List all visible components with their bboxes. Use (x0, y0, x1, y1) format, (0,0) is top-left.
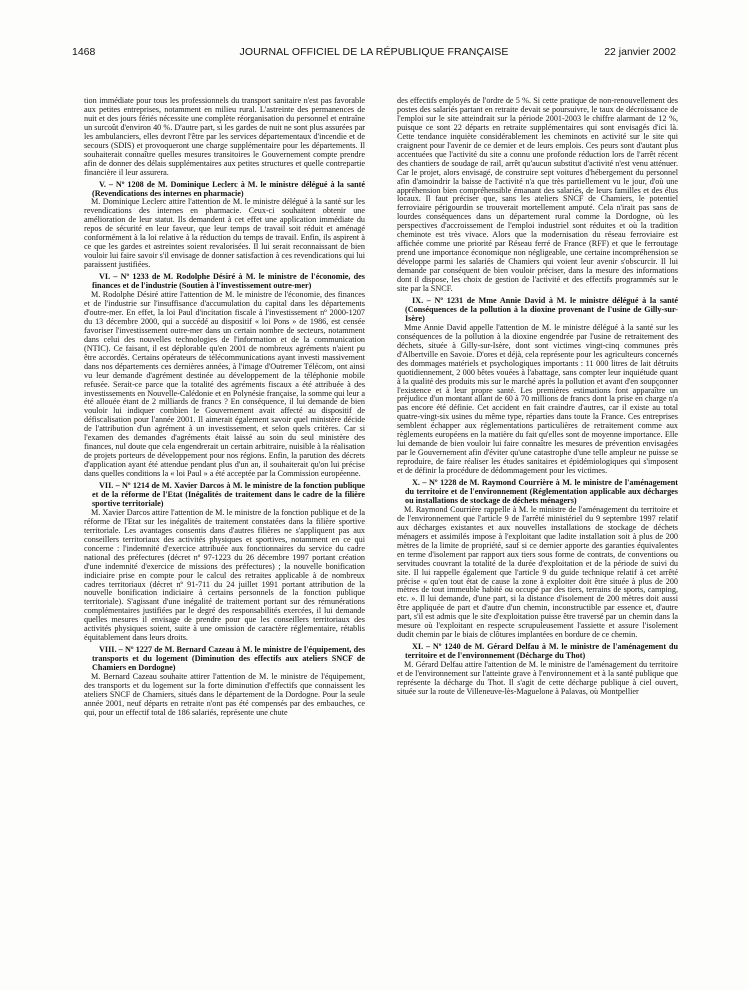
question-heading: VIII. – Nº 1227 de M. Bernard Cazeau à M. le ministre de l'équipement, des transports et du logement (Diminution des effectifs aux ateliers SNCF de Chamiers en Dordogne) (92, 645, 365, 673)
question-body: M. Gérard Delfau attire l'attention de M. le ministre de l'aménagement du territoire et de l'environnement sur l'atteinte grave à l'environnement et à la santé publique que représente la décharge du Thot. Il s'agit de cette décharge publique à ciel ouvert, située sur la route de Villeneuve-lès-Maguelone à Palavas, où Montpellier (397, 660, 678, 696)
question-1240 (397, 643, 678, 697)
question-body: M. Bernard Cazeau souhaite attirer l'attention de M. le ministre de l'équipement, des transports et du logement sur la forte diminution d'effectifs que connaissent les ateliers SNCF de Chamiers, situés dans le département de la Dordogne. Pour la seule année 2001, neuf départs en retraite n'ont pas été compensés par des embauches, ce qui, pour un effectif total de 186 salariés, représente une chute (84, 672, 365, 717)
question-1231 (397, 297, 678, 476)
question-1208 (84, 181, 365, 271)
question-1233 (84, 273, 365, 479)
question-body: M. Raymond Courrière rappelle à M. le ministre de l'aménagement du territoire et de l'environnement que l'article 9 de l'arrêté ministériel du 9 septembre 1997 relatif aux décharges existantes et aux nouvelles installations de stockage de déchets ménagers et assimilés impose à l'exploitant que ladite installation soit à plus de 200 mètres de la limite de propriété, sauf si ce dernier apporte des garanties équivalentes en terme d'isolement par rapport aux tiers sous forme de contrats, de conventions ou servitudes couvrant la totalité de la durée d'exploitation et de la période de suivi du site. Il lui rappelle également que l'article 9 du guide technique relatif à cet arrêté précise « qu'en tout état de cause la zone à exploiter doit être située à plus de 200 mètres de tout immeuble habité ou occupé par des tiers, terrains de sports, camping, etc. ». Il lui demande, d'une part, si la distance d'isolement de 200 mètres doit aussi être appliquée de part et d'autre d'un chemin, inconstructible par essence et, d'autre part, s'il est admis que le site d'exploitation puisse être traversé par un chemin dans la mesure où l'exploitant en respecte scrupuleusement l'assiette et assure l'isolement dudit chemin par le biais de clôtures implantées en bordure de ce chemin. (397, 504, 678, 640)
question-heading: X. – Nº 1228 de M. Raymond Courrière à M. le ministre de l'aménagement du territoire et de l'environnement (Réglementation applicable aux décharges ou installations de stockage de déchets ménagers) (405, 478, 678, 505)
question-body: M. Rodolphe Désiré attire l'attention de M. le ministre de l'économie, des finances et de l'industrie sur l'insuffisance d'accumulation du capital dans les départements d'outre-mer. En effet, la loi Paul d'incitation fiscale à l'investissement nº 2000-1207 du 13 décembre 2000, qui a succédé au dispositif « loi Pons » de 1986, est censée favoriser l'investissement outre-mer dans un certain nombre de secteurs, notamment dans celui des nouvelles technologies de l'information et de la communication (NTIC). Ce faisant, il est déplorable qu'en 2001 de nombreux agréments n'aient pu être accordés. Certains opérateurs de télécommunications ayant investi massivement dans nos départements ces dernières années, à l'image d'Outremer Télécom, ont ainsi vu leur demande d'agrément destinée au développement de la téléphonie mobile refusée. Serait-ce parce que la totalité des agréments fiscaux a été attribuée à des investissements en Nouvelle-Calédonie et en Polynésie française, la somme qui leur a été allouée étant de 2 milliards de francs ? En conséquence, il lui demande de bien vouloir lui indiquer combien le Gouvernement avait affecté au dispositif de défiscalisation pour l'année 2001. Il aimerait également savoir quel ministère décide de l'attribution d'un agrément à un investissement, et selon quels critères. Car si l'examen des demandes d'agréments était laissé au soin du seul ministère des finances, nul doute que cela engendrerait un certain arbitraire, nuisible à la réalisation de projets porteurs de développement pour nos régions. Enfin, la parution des décrets d'application ayant été attendue pendant plus d'un an, il souhaiterait qu'on lui précise dans quelles conditions la « loi Paul » a été acceptée par la Commission européenne. (84, 290, 365, 479)
question-heading: VII. – Nº 1214 de M. Xavier Darcos à M. le ministre de la fonction publique et de la réforme de l'Etat (Inégalités de traitement dans le cadre de la filière sportive territoriale) (92, 481, 365, 508)
question-heading: XI. – Nº 1240 de M. Gérard Delfau à M. le ministre de l'aménagement du territoire et de l'environnement (Décharge du Thot) (405, 642, 678, 661)
question-1214 (84, 482, 365, 643)
paragraph-intro: tion immédiate pour tous les professionnels du transport sanitaire n'est pas favorable aux petites entreprises, notamment en milieu rural. L'astreinte des permanences de nuit et des jours fériés nécessite une complète réorganisation du personnel et entraîne un surcoût d'environ 40 %. D'autre part, si les gardes de nuit ne sont plus assurées par les ambulanciers, elles devront l'être par les services départementaux d'incendie et de secours (SDIS) et provoqueront une charge supplémentaire pour les départements. Il souhaiterait connaître quelles mesures transitoires le Gouvernement compte prendre afin de donner des délais supplémentaires aux petites structures et quelle contrepartie financière il leur assurera. (84, 96, 365, 177)
journal-title: JOURNAL OFFICIEL DE LA RÉPUBLIQUE FRANÇAISE (239, 46, 509, 58)
question-body: M. Xavier Darcos attire l'attention de M. le ministre de la fonction publique et de la réforme de l'Etat sur les inégalités de traitement constatées dans la filière sportive territoriale. Les avantages consentis dans d'autres filières ne s'appliquent pas aux conseillers territoriaux des activités physiques et sportives, notamment en ce qui concerne : l'indemnité d'exercice attribuée aux fonctionnaires du service du cadre national des préfectures (décret nº 97-1223 du 26 décembre 1997 portant création d'une indemnité d'exercice de missions des préfectures) ; la nouvelle bonification indiciaire prise en compte pour le calcul des retraites applicable à de nombreux cadres territoriaux (décret nº 91-711 du 24 juillet 1991 portant attribution de la nouvelle bonification indiciaire à certains personnels de la fonction publique territoriale). S'agissant d'une inégalité de traitement portant sur des rémunérations complémentaires justifiées par le degré des responsabilités exercées, il lui demande quelles mesures il envisage de prendre pour que les conseillers territoriaux des activités physiques soient, suite à une omission de caractère réglementaire, rétablis équitablement dans leurs droits. (84, 507, 365, 643)
left-column (84, 97, 365, 718)
question-heading: IX. – Nº 1231 de Mme Annie David à M. le ministre délégué à la santé (Conséquences de la pollution à la dioxine provenant de l'usine de Gilly-sur-Isère) (405, 295, 678, 323)
issue-date: 22 janvier 2002 (604, 46, 676, 58)
question-body: Mme Annie David appelle l'attention de M. le ministre délégué à la santé sur les conséquences de la pollution à la dioxine engendrée par l'usine de retraitement des déchets, située à Gilly-sur-Isère, dont sont victimes vingt-cinq communes près d'Albertville en Savoie. D'ores et déjà, cela représente pour les agriculteurs concernés des dommages matériels et psychologiques importants : 11 000 litres de lait détruits quotidiennement, 2 000 bêtes vouées à l'abattage, sans compter leur inquiétude quant à la qualité des produits mis sur le marché après la pollution et avant d'en soupçonner l'existence et à leur propre santé. Les premières estimations font apparaître un préjudice d'un montant allant de 60 à 70 millions de francs dont la prise en charge n'a pas encore été définie. Cet accident en fait craindre d'autres, car il existe au total quatre-vingt-six usines du même type, réparties dans toute la France. Ces entreprises semblent échapper aux réglementations particulières de retraitement comme aux règlements européens en la matière du fait qu'elles sont de moyenne importance. Elle lui demande de bien vouloir lui faire connaître les mesures de prévention envisagées par le Gouvernement afin d'éviter qu'une catastrophe d'une telle ampleur ne puisse se reproduire, de faire réaliser les études sanitaires et épidémiologiques qui s'imposent et de définir la procédure de dédommagement pour les victimes. (397, 322, 678, 476)
question-heading: V. – Nº 1208 de M. Dominique Leclerc à M. le ministre délégué à la santé (Revendications des internes en pharmacie) (92, 179, 365, 198)
question-body: M. Dominique Leclerc attire l'attention de M. le ministre délégué à la santé sur les revendications des internes en pharmacie. Ceux-ci souhaitent obtenir une amélioration de leur statut. Ils demandent à cet effet une application immédiate du repos de sécurité en leur faveur, que leur temps de travail soit réduit et aménagé conformément à la loi relative à la réduction du temps de travail. Enfin, ils aspirent à ce que les gardes et astreintes soient revalorisées. Il lui serait reconnaissant de bien vouloir lui faire savoir s'il envisage de donner satisfaction à ces revendications qui lui paraissent justifiées. (84, 197, 365, 270)
page-header (72, 46, 676, 62)
paragraph-continued: des effectifs employés de l'ordre de 5 %. Si cette pratique de non-renouvellement des postes des salariés partant en retraite devait se poursuivre, le taux de décroissance de l'emploi sur le site atteindrait sur la période 2001-2003 le chiffre alarmant de 12 %, puisque ce sont 22 départs en retraite supplémentaires qui sont envisagés d'ici là. Cette tendance inquiète considérablement les cheminots en activité sur le site qui craignent pour l'avenir de ce dernier et de leurs emplois. Ces peurs sont d'autant plus accentuées que l'activité du site a connu une profonde réduction lors de l'arrêt récent des chantiers de soudage de rail, arrêt qu'aucun substitut d'activité n'est venu atténuer. Car le projet, alors envisagé, de construire sept voitures d'hébergement du personnel afin d'amoindrir la baisse de l'activité n'a que très partiellement vu le jour, d'où une appréhension bien compréhensible émanant des salariés, de leurs familles et des élus locaux. Il faut préciser que, sans les ateliers SNCF de Chamiers, le potentiel ferroviaire périgourdin se trouverait mortellement amputé. Cela n'irait pas sans de lourdes conséquences dans un département rural comme la Dordogne, où les perspectives d'accroissement de l'emploi industriel sont réduites et où la tradition cheminote est très vivace. Alors que la modernisation du réseau ferroviaire est affichée comme une priorité par Réseau ferré de France (RFF) et que le ferroutage prend une importance économique non négligeable, une certaine incompréhension se développe parmi les salariés de Chamiers qui voient leur avenir s'obscurcir. Il lui demande par conséquent de bien vouloir préciser, dans la mesure des informations dont il dispose, les choix de gestion de l'activité et des effectifs programmés sur le site par la SNCF. (397, 96, 678, 294)
right-column (397, 97, 678, 697)
question-1227 (84, 646, 365, 718)
question-1228 (397, 479, 678, 640)
page-number: 1468 (72, 46, 96, 58)
question-heading: VI. – Nº 1233 de M. Rodolphe Désiré à M. le ministre de l'économie, des finances et de l'industrie (Soutien à l'investissement outre-mer) (92, 272, 365, 291)
